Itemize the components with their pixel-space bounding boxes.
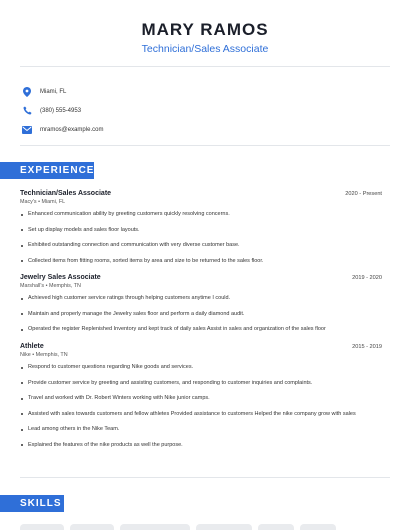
bullet-item: Exhibited outstanding connection and communication with very diverse customer base.: [20, 242, 382, 250]
section-title-skills: SKILLS: [0, 495, 64, 512]
divider: [20, 477, 390, 478]
bullet-item: Assisted with sales towards customers and fellow athletes Provided assistance to customers Helped the nike company grow with sales: [20, 411, 382, 419]
skill-pill: [300, 524, 336, 530]
job-entry: [20, 274, 382, 342]
contact-location: [21, 82, 103, 101]
job-entry: [20, 343, 382, 457]
skill-pill: [70, 524, 114, 530]
job-bullets: [20, 364, 382, 449]
job-entry: [20, 190, 382, 273]
resume-header: [0, 0, 410, 56]
contact-email-text: mramos@example.com: [40, 126, 104, 133]
contact-email: [21, 120, 103, 139]
bullet-item: Achieved high customer service ratings through helping customers anytime I could.: [20, 295, 382, 303]
bullet-item: Provide customer service by greeting and assisting customers, and responding to customer inquiries and complaints.: [20, 380, 382, 388]
candidate-title: Technician/Sales Associate: [141, 43, 269, 55]
contact-phone-text: (380) 555-4953: [40, 107, 82, 114]
divider: [20, 66, 390, 67]
skill-pill: [258, 524, 294, 530]
job-role: Technician/Sales Associate: [20, 190, 112, 197]
phone-icon: [21, 105, 33, 117]
contact-phone: [21, 101, 103, 120]
job-bullets: [20, 211, 382, 265]
job-organization: Nike • Memphis, TN: [20, 352, 68, 358]
bullet-item: Explained the features of the nike products as well the purpose.: [20, 442, 382, 450]
bullet-item: Collected items from fitting rooms, sorted items by area and size to be returned to the sales floor.: [20, 258, 382, 266]
skills-list: [20, 524, 336, 530]
bullet-item: Operated the register Replenished Inventory and kept track of daily sales Assist in sales and organization of the sales floor: [20, 326, 382, 334]
job-dates: 2020 - Present: [345, 191, 382, 197]
bullet-item: Maintain and properly manage the Jewelry sales floor and perform a daily diamond audit.: [20, 311, 382, 319]
candidate-name: MARY RAMOS: [141, 20, 269, 39]
divider: [20, 145, 390, 146]
job-organization: Marshall's • Memphis, TN: [20, 283, 81, 289]
bullet-item: Set up display models and sales floor layouts.: [20, 227, 382, 235]
job-dates: 2019 - 2020: [352, 275, 382, 281]
bullet-item: Respond to customer questions regarding Nike goods and services.: [20, 364, 382, 372]
section-title-experience: EXPERIENCE: [0, 162, 94, 179]
job-role: Athlete: [20, 343, 44, 350]
contact-list: [21, 82, 103, 139]
job-dates: 2015 - 2019: [352, 344, 382, 350]
skill-pill: [196, 524, 252, 530]
job-bullets: [20, 295, 382, 334]
bullet-item: Enhanced communication ability by greeting customers quickly resolving concerns.: [20, 211, 382, 219]
skill-pill: [20, 524, 64, 530]
contact-location-text: Miami, FL: [40, 88, 67, 95]
location-pin-icon: [21, 86, 33, 98]
bullet-item: Travel and worked with Dr. Robert Winters working with Nike junior camps.: [20, 395, 382, 403]
bullet-item: Lead among others in the Nike Team.: [20, 426, 382, 434]
job-organization: Macy's • Miami, FL: [20, 199, 66, 205]
email-icon: [21, 124, 33, 136]
skill-pill: [120, 524, 190, 530]
job-role: Jewelry Sales Associate: [20, 274, 101, 281]
